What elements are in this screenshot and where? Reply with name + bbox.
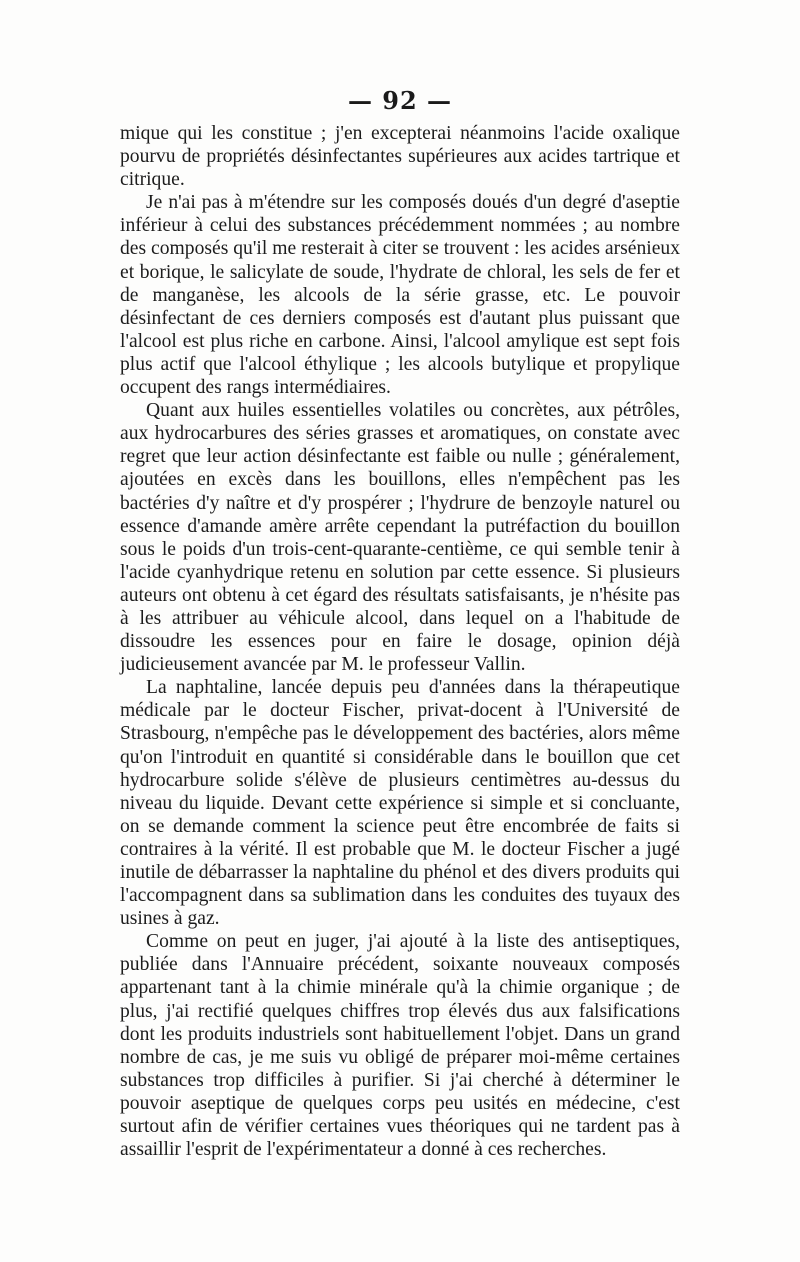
paragraph-5: Comme on peut en juger, j'ai ajouté à la liste des antiseptiques, publiée dans l'Annuaire précédent, soixante nouveaux composés appartenant tant à la chimie minérale qu'à la chimie organique ; de plus, j'ai rectifié quelques chiffres trop élevés dus aux falsifications dont les produits industriels sont habituellement l'objet. Dans un grand nombre de cas, je me suis vu obligé de préparer moi-même certaines substances trop difficiles à purifier. Si j'ai cherché à déterminer le pouvoir aseptique de quelques corps peu usités en médecine, c'est surtout afin de vérifier certaines vues théoriques qui ne tardent pas à assaillir l'esprit de l'expérimentateur a donné à ces recherches.	[120, 931, 680, 1161]
paragraph-1: mique qui les constitue ; j'en excepterai néanmoins l'acide oxalique pourvu de propriétés désinfectantes supérieures aux acides tartrique et citrique.	[120, 123, 680, 191]
body-text	[120, 122, 680, 1161]
paragraph-2: Je n'ai pas à m'étendre sur les composés doués d'un degré d'aseptie inférieur à celui des substances précédemment nommées ; au nombre des composés qu'il me resterait à citer se trouvent : les acides arsénieux et borique, le salicylate de soude, l'hydrate de chloral, les sels de fer et de manganèse, les alcools de la série grasse, etc. Le pouvoir désinfectant de ces derniers composés est d'autant plus puissant que l'alcool est plus riche en carbone. Ainsi, l'alcool amylique est sept fois plus actif que l'alcool éthylique ; les alcools butylique et propylique occupent des rangs intermédiaires.	[120, 192, 680, 399]
paragraph-3: Quant aux huiles essentielles volatiles ou concrètes, aux pétrôles, aux hydrocarbures des séries grasses et aromatiques, on constate avec regret que leur action désinfectante est faible ou nulle ; généralement, ajoutées en excès dans les bouillons, elles n'empêchent pas les bactéries d'y naître et d'y prospérer ; l'hydrure de benzoyle naturel ou essence d'amande amère arrête cependant la putréfaction du bouillon sous le poids d'un trois-cent-quarante-centième, ce qui semble tenir à l'acide cyanhydrique retenu en solution par cette essence. Si plusieurs auteurs ont obtenu à cet égard des résultats satisfaisants, je n'hésite pas à les attribuer au véhicule alcool, dans lequel on a l'habitude de dissoudre les essences pour en faire le dosage, opinion déjà judicieusement avancée par M. le professeur Vallin.	[120, 400, 680, 676]
paragraph-4: La naphtaline, lancée depuis peu d'années dans la thérapeutique médicale par le docteur Fischer, privat-docent à l'Université de Strasbourg, n'empêche pas le développement des bactéries, alors même qu'on l'introduit en quantité si considérable dans le bouillon que cet hydrocarbure solide s'élève de plusieurs centimètres au-dessus du niveau du liquide. Devant cette expérience si simple et si concluante, on se demande comment la science peut être encombrée de faits si contraires à la vérité. Il est probable que M. le docteur Fischer a jugé inutile de débarrasser la naphtaline du phénol et des divers produits qui l'accompagnent dans sa sublimation dans les conduites des tuyaux des usines à gaz.	[120, 677, 680, 930]
page-number: — 92 —	[347, 86, 453, 115]
